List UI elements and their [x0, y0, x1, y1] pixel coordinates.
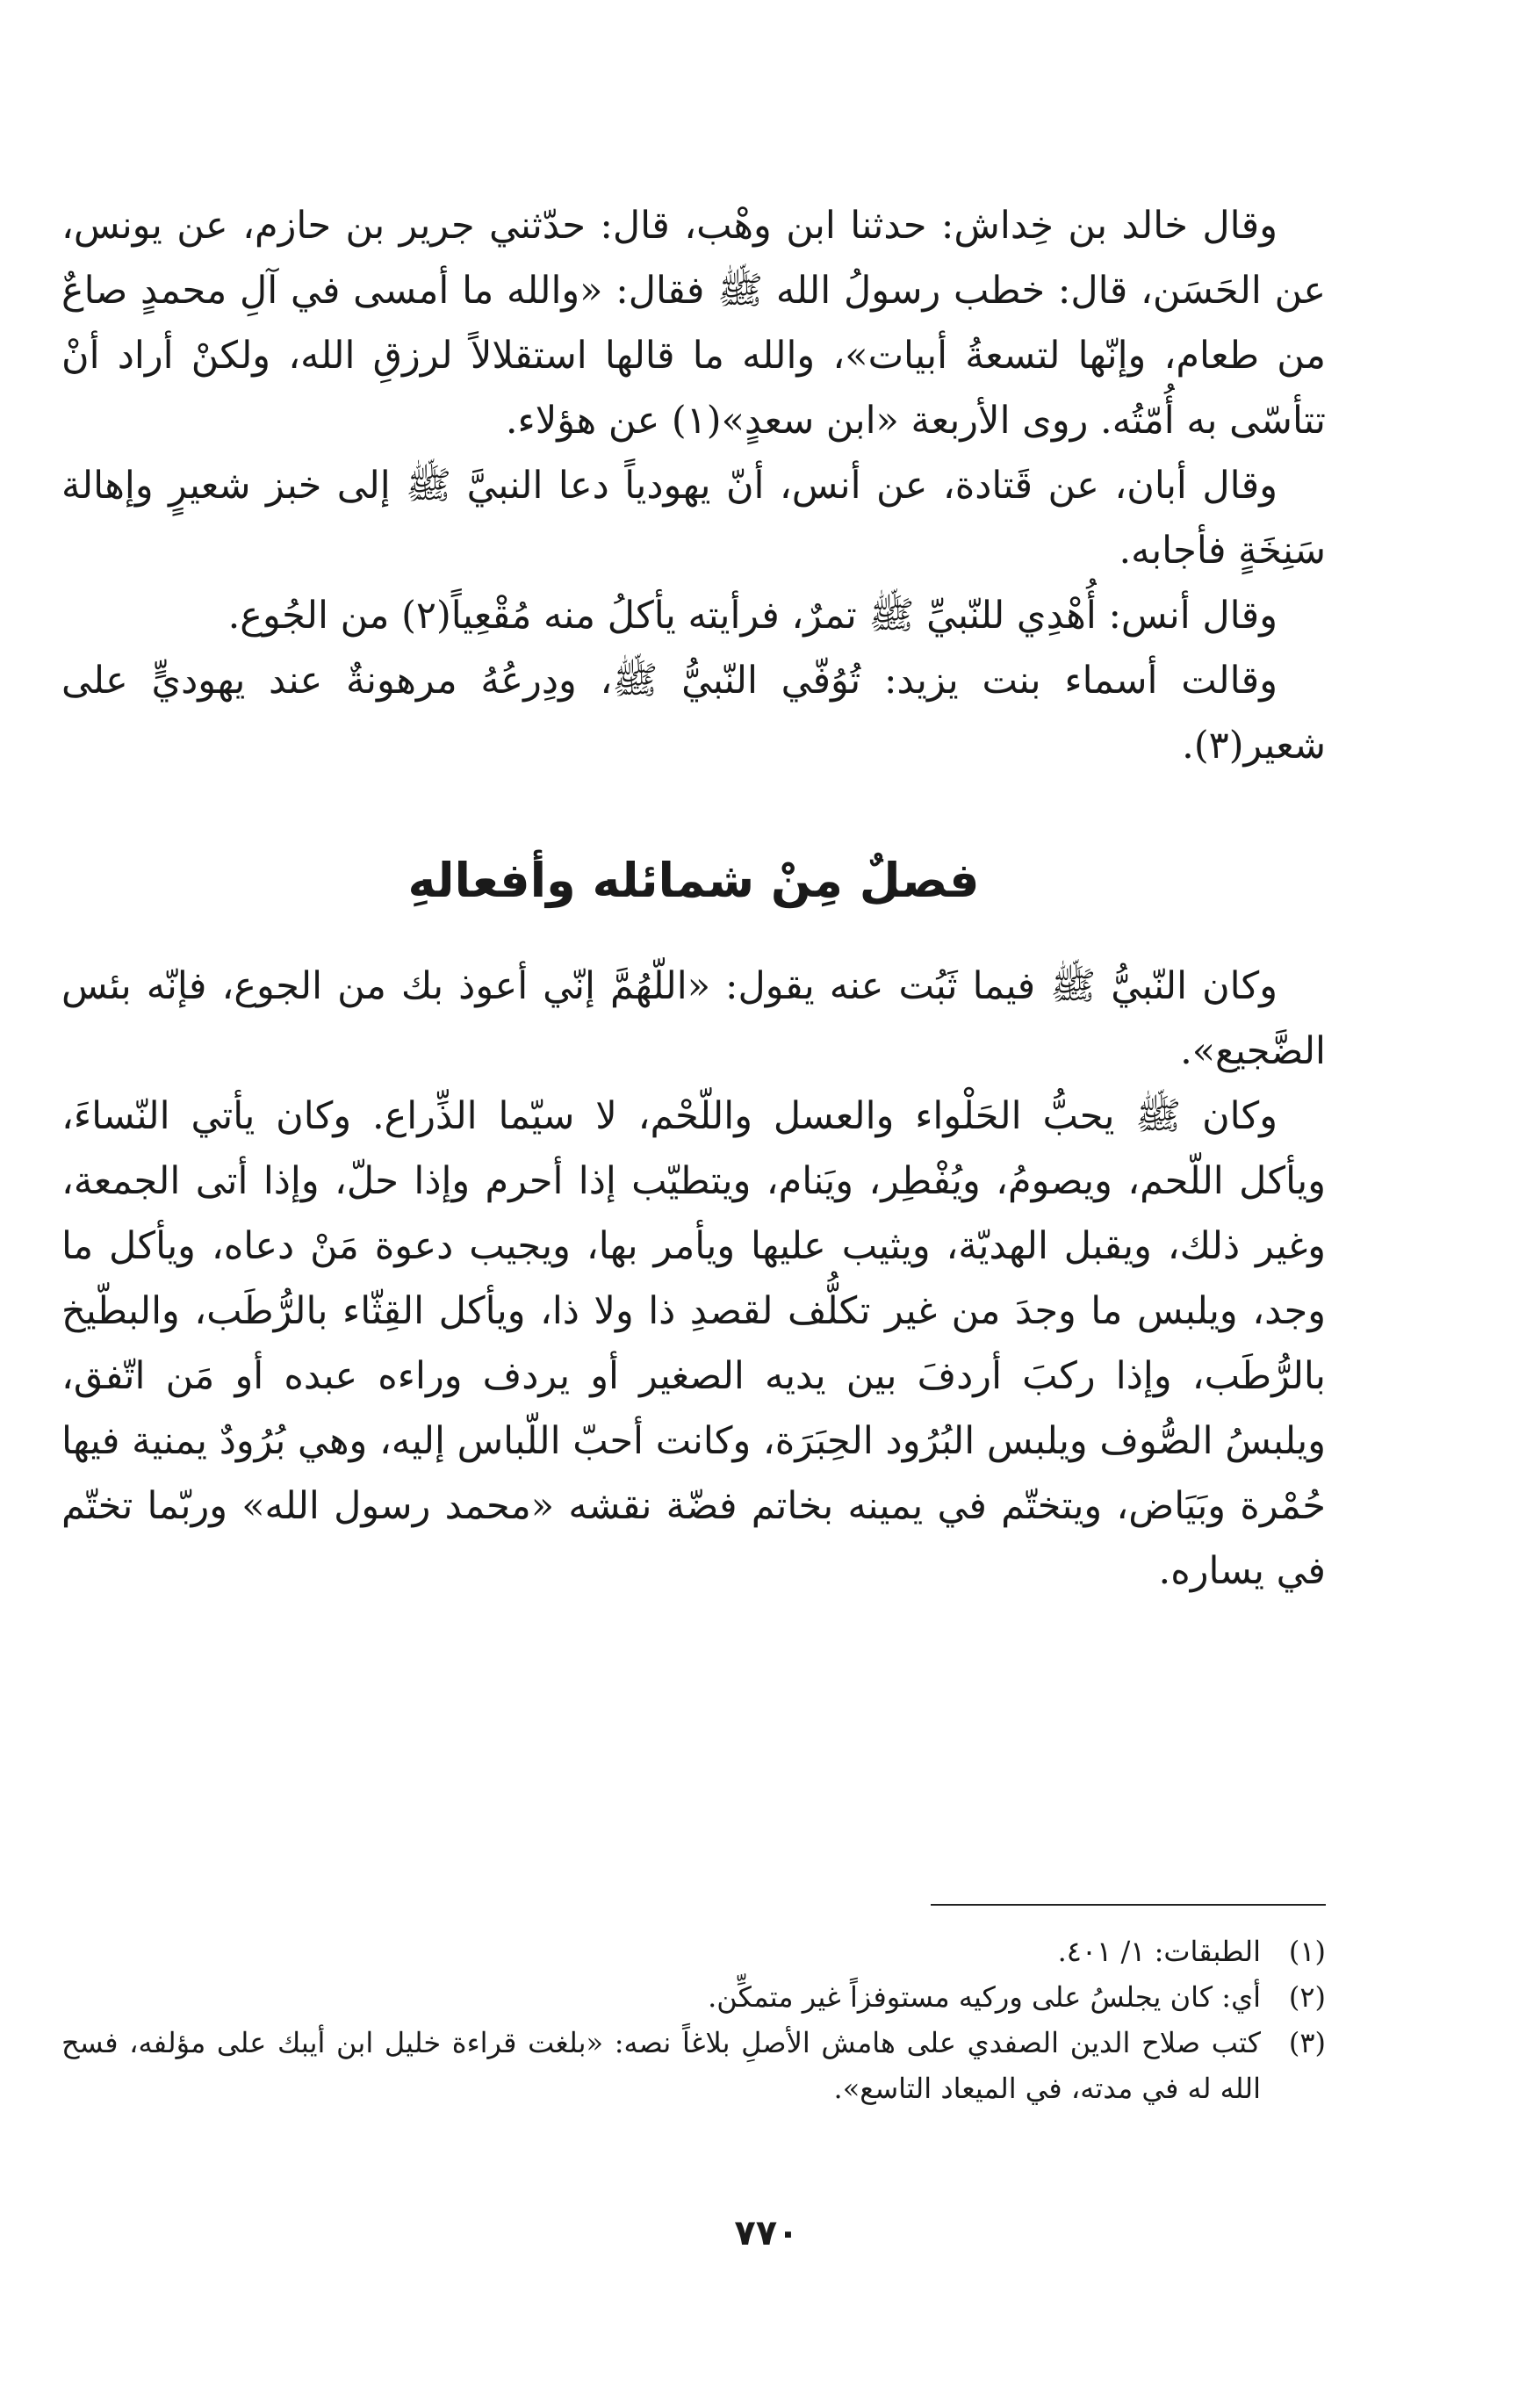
paragraph-anas-dates: وقال أنس: أُهْدِي للنّبيِّ ﷺ تمرٌ، فرأيته يأكلُ منه مُقْعِياً(٢) من الجُوع.: [227, 594, 1278, 638]
page-number: ٧٧٠: [734, 2213, 799, 2253]
footnote-3: [61, 2020, 1326, 2111]
footnote-text: كتب صلاح الدين الصفدي على هامش الأصلِ بلاغاً نصه: «بلغت قراءة خليل ابن أيبك على مؤلفه، فسح الله له في مدته، في الميعاد التاسع».: [61, 2026, 1261, 2105]
paragraph-khalid-ibn-khidash: وقال خالد بن خِداش: حدثنا ابن وهْب، قال: حدّثني جرير بن حازم، عن يونس، عن الحَسَن، قال: خطب رسولُ الله ﷺ فقال: «والله ما أمسى في آلِ محمدٍ صاعٌ من طعام، وإنّها لتسعةُ أبيات»، والله ما قالها استقلالاً لرزقِ الله، ولكنْ أراد أنْ تتأسّى به أُمّتُه. روى الأربعة «ابن سعدٍ»(١) عن هؤلاء.: [61, 204, 1327, 443]
footnote-divider: [931, 1904, 1326, 1906]
footnote-number: (١): [1288, 1935, 1326, 1968]
footnote-2: [61, 1974, 1326, 2020]
section-heading: فصلٌ مِنْ شمائله وأفعالهِ: [407, 853, 980, 908]
footnote-number: (٢): [1288, 1980, 1326, 2014]
footnote-text: أي: كان يجلسُ على وركيه مستوفزاً غير متمكِّن.: [708, 1980, 1261, 2014]
footnotes: [61, 1929, 1326, 2111]
footnote-1: [61, 1929, 1326, 1974]
paragraph-habits: وكان ﷺ يحبُّ الحَلْواء والعسل واللّحْم، لا سيّما الذِّراع. وكان يأتي النّساءَ، ويأكل اللّحم، ويصومُ، ويُفْطِر، ويَنام، ويتطيّب إذا أحرم وإذا حلّ، وإذا أتى الجمعة، وغير ذلك، ويقبل الهديّة، ويثيب عليها ويأمر بها، ويجيب دعوة مَنْ دعاه، ويأكل ما وجد، ويلبس ما وجدَ من غير تكلُّف لقصدِ ذا ولا ذا، ويأكل القِثّاء بالرُّطَب، والبطّيخ بالرُّطَب، وإذا ركبَ أردفَ بين يديه الصغير أو يردف وراءه عبده أو مَن اتّفق، ويلبسُ الصُّوف ويلبس البُرُود الحِبَرَة، وكانت أحبّ اللّباس إليه، وهي بُرُودٌ يمنية فيها حُمْرة وبَيَاض، ويتختّم في يمينه بخاتم فضّة نقشه «محمد رسول الله» وربّما تختّم في يساره.: [61, 1094, 1326, 1593]
paragraph-dua-hunger: وكان النّبيُّ ﷺ فيما ثَبُت عنه يقول: «اللّهُمَّ إنّي أعوذ بك من الجوع، فإنّه بئس الضَّجيع».: [61, 964, 1326, 1073]
footnote-number: (٣): [1288, 2026, 1326, 2059]
paragraph-asma-bint-yazid: وقالت أسماء بنت يزيد: تُوُفّي النّبيُّ ﷺ، ودِرعُهُ مرهونةٌ عند يهوديٍّ على شعير(٣).: [61, 659, 1326, 768]
footnote-text: الطبقات: ١/ ٤٠١.: [1057, 1935, 1261, 1968]
page-body: [61, 193, 1326, 1604]
paragraph-aban-qatada: وقال أبان، عن قَتادة، عن أنس، أنّ يهودياً دعا النبيَّ ﷺ إلى خبز شعيرٍ وإهالة سَنِخَةٍ فأجابه.: [61, 464, 1326, 573]
